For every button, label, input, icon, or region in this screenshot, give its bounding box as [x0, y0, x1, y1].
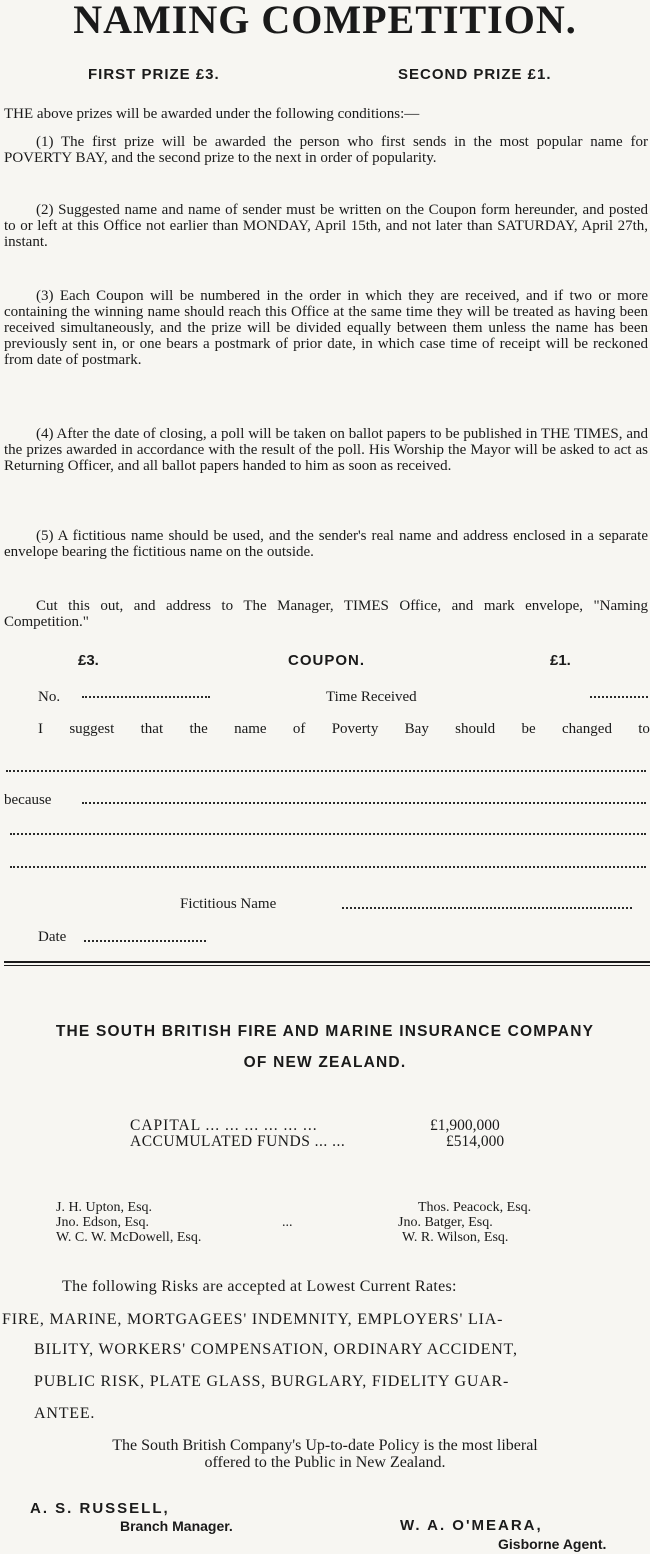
coupon-right-amount: £1.: [550, 652, 571, 669]
risks-intro: The following Risks are accepted at Lowest Current Rates:: [62, 1278, 457, 1295]
policy-line-2: offered to the Public in New Zealand.: [204, 1454, 446, 1471]
coupon-number-label: No.: [38, 689, 61, 705]
director-left: Jno. Edson, Esq.: [56, 1215, 149, 1230]
risks-line: PUBLIC RISK, PLATE GLASS, BURGLARY, FIDELITY GUAR-: [34, 1373, 510, 1390]
suggest-word: suggest: [69, 721, 115, 737]
manager-title: Branch Manager.: [120, 1518, 233, 1534]
suggest-word: I: [38, 721, 43, 737]
risks-line: FIRE, MARINE, MORTGAGEES' INDEMNITY, EMPLOYERS' LIA-: [2, 1311, 504, 1328]
conditions-intro: THE above prizes will be awarded under the following conditions:—: [4, 106, 420, 122]
company-name-line-1: THE SOUTH BRITISH FIRE AND MARINE INSURANCE COMPANY: [55, 1023, 595, 1040]
funds-label: ACCUMULATED FUNDS ... ...: [130, 1133, 346, 1150]
suggest-word: the: [189, 721, 208, 737]
policy-line-1: The South British Company's Up-to-date Policy is the most liberal: [112, 1437, 538, 1454]
funds-value: £514,000: [446, 1133, 505, 1150]
section-divider: [4, 961, 650, 966]
company-name-line-2: OF NEW ZEALAND.: [243, 1054, 407, 1071]
coupon-fictitious-field[interactable]: [342, 897, 632, 909]
coupon-suggest-line: [38, 720, 650, 738]
competition-title: NAMING COMPETITION.: [73, 0, 577, 42]
coupon-date-label: Date: [38, 929, 67, 945]
capital-label: CAPITAL ... ... ... ... ... ...: [130, 1117, 318, 1134]
condition-1: (1) The first prize will be awarded the person who first sends in the most popular name for POVERTY BAY, and the second prize to the next in order of popularity.: [4, 134, 648, 166]
agent-title: Gisborne Agent.: [498, 1536, 607, 1552]
first-prize: FIRST PRIZE £3.: [88, 66, 220, 83]
suggest-word: of: [292, 721, 306, 737]
suggest-word: Poverty: [331, 721, 379, 737]
suggest-word: Bay: [404, 721, 429, 737]
director-left: J. H. Upton, Esq.: [56, 1200, 153, 1215]
coupon-time-label: Time Received: [326, 689, 417, 705]
condition-5: (5) A fictitious name should be used, and the sender's real name and address enclosed in a separate envelope bearing the fictitious name on the outside.: [4, 528, 648, 560]
capital-value: £1,900,000: [430, 1117, 500, 1134]
directors-separator: ...: [282, 1215, 293, 1230]
second-prize: SECOND PRIZE £1.: [398, 66, 552, 83]
director-right: Jno. Batger, Esq.: [398, 1215, 493, 1230]
director-right: W. R. Wilson, Esq.: [402, 1230, 509, 1245]
coupon-left-amount: £3.: [78, 652, 99, 669]
suggest-word: to: [638, 721, 650, 737]
coupon-reason-field-3[interactable]: [10, 856, 646, 868]
condition-4: (4) After the date of closing, a poll will be taken on ballot papers to be published in THE TIMES, and the prizes awarded in accordance with the result of the poll. His Worship the Mayor will be asked to act as Returning Officer, and all ballot papers handed to him as soon as received.: [4, 426, 648, 474]
coupon-time-field[interactable]: [590, 686, 648, 698]
policy-statement: [0, 1437, 650, 1471]
risks-line: BILITY, WORKERS' COMPENSATION, ORDINARY ACCIDENT,: [34, 1341, 518, 1358]
suggest-word: should: [455, 721, 496, 737]
suggest-word: that: [140, 721, 164, 737]
condition-2: (2) Suggested name and name of sender must be written on the Coupon form hereunder, and posted to or left at this Office not earlier than MONDAY, April 15th, and not later than SATURDAY, April 27th, instant.: [4, 202, 648, 250]
cut-instruction: Cut this out, and address to The Manager, TIMES Office, and mark envelope, "Naming Competition.": [4, 598, 648, 630]
coupon-because-label: because: [4, 792, 52, 808]
director-right: Thos. Peacock, Esq.: [418, 1200, 532, 1215]
coupon-number-field[interactable]: [82, 686, 210, 698]
risks-line: ANTEE.: [34, 1405, 96, 1422]
coupon-heading: COUPON.: [288, 652, 366, 669]
director-left: W. C. W. McDowell, Esq.: [56, 1230, 202, 1245]
suggest-word: be: [521, 721, 536, 737]
coupon-reason-field-1[interactable]: [82, 792, 646, 804]
coupon-date-field[interactable]: [84, 930, 206, 942]
condition-3: (3) Each Coupon will be numbered in the order in which they are received, and if two or more containing the winning name should reach this Office at the same time they will be treated as having been received simultaneously, and the prize will be divided equally between them unless the name has been previously sent in, or one bears a postmark of prior date, in which case time of receipt will be reckoned from date of postmark.: [4, 288, 648, 368]
suggest-word: changed: [561, 721, 612, 737]
coupon-reason-field-2[interactable]: [10, 823, 646, 835]
coupon-fictitious-label: Fictitious Name: [180, 896, 277, 912]
manager-name: A. S. RUSSELL,: [30, 1500, 170, 1517]
coupon-suggested-name-field[interactable]: [6, 760, 646, 772]
agent-name: W. A. O'MEARA,: [400, 1517, 543, 1534]
suggest-word: name: [234, 721, 267, 737]
